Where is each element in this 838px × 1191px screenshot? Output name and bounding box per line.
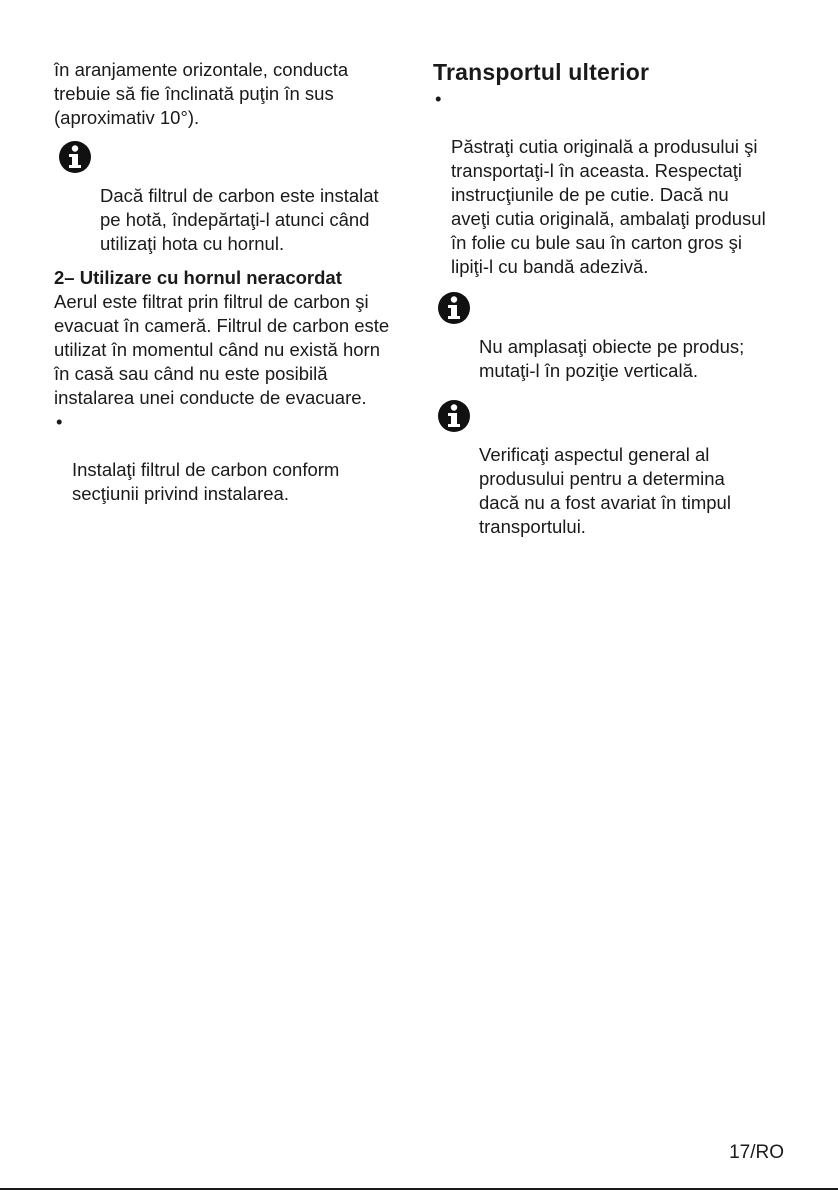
left-column: [54, 58, 410, 506]
bullet-text: Păstraţi cutia originală a produsului şi transportaţi-l în aceasta. Respectaţi instrucţiunile de pe cutie. Dacă nu aveţi cutia originală, ambalaţi produsul în folie cu bule sau în carton gros şi lipiţi-l cu bandă adezivă.: [451, 136, 766, 277]
bullet-dot: •: [435, 88, 442, 109]
info-icon: [437, 399, 471, 433]
info-note-carbon-filter: [54, 136, 410, 256]
right-column: [433, 58, 789, 539]
note-text: Nu amplasaţi obiecte pe produs; mutaţi-l în poziţie verticală.: [479, 336, 745, 381]
intro-paragraph: în aranjamente orizontale, conducta trebuie să fie înclinată puţin în sus (aproximativ 10°).: [54, 59, 349, 128]
section-body: Aerul este filtrat prin filtrul de carbon şi evacuat în cameră. Filtrul de carbon este utilizat în momentul când nu există horn în casă sau când nu este posibilă instalarea unei conducte de evacuare.: [54, 291, 390, 408]
bottom-divider: [0, 1188, 838, 1190]
note-text: Verificaţi aspectul general al produsului pentru a determina dacă nu a fost avariat în timpul transportului.: [479, 444, 731, 537]
info-note-inspection: [433, 395, 789, 539]
section-title: Transportul ulterior: [433, 59, 650, 85]
info-icon: [437, 291, 471, 325]
note-text: Dacă filtrul de carbon este instalat pe hotă, îndepărtaţi-l atunci când utilizaţi hota cu hornul.: [100, 185, 379, 254]
section-heading: 2– Utilizare cu hornul neracordat: [54, 267, 342, 288]
page-number: 17/RO: [729, 1142, 784, 1163]
info-note-placement: [433, 287, 789, 383]
bullet-item: [433, 87, 789, 279]
bullet-item: [54, 410, 410, 506]
bullet-text: Instalaţi filtrul de carbon conform secţiunii privind instalarea.: [72, 459, 340, 504]
bullet-dot: •: [56, 411, 63, 432]
info-icon: [58, 140, 92, 174]
